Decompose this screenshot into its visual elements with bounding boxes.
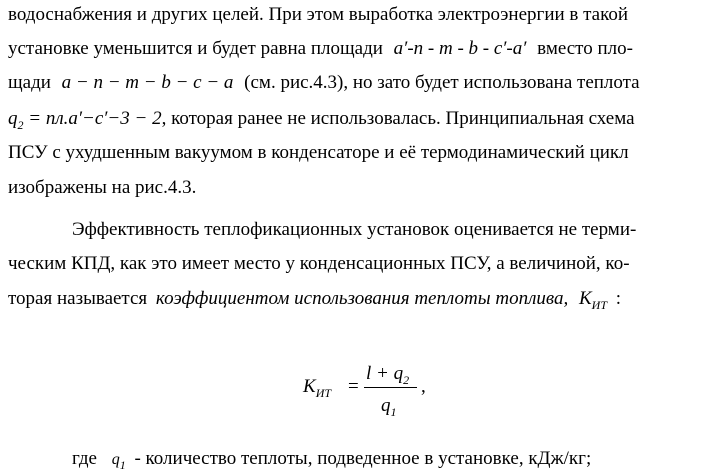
text-line-5-content: ПСУ с ухудшенным вакуумом в конденсаторе и её термодинамический цикл (8, 142, 629, 163)
q2-letter: q (8, 108, 18, 129)
text-line-4-part-b: , которая ранее не использовалась. Принципиальная схема (161, 108, 635, 129)
formula-numerator-subscript: 2 (403, 373, 410, 387)
kit-letter: K (578, 288, 592, 309)
text-line-9-part-a: торая называется (8, 288, 148, 309)
formula-fraction-bar (364, 387, 417, 388)
text-line-1 (8, 3, 628, 27)
text-line-2 (8, 37, 633, 61)
formula-equals: = (348, 376, 359, 397)
formula-k-letter: K (303, 376, 316, 397)
text-line-10-part-b: - количество теплоты, подведенное в установке, кДж/кг; (134, 448, 592, 469)
text-line-5 (8, 141, 629, 165)
text-line-9 (8, 287, 621, 312)
formula-denominator (381, 394, 397, 419)
text-line-7-content: Эффективность теплофикационных установок оценивается не терми- (72, 219, 637, 240)
text-line-8 (8, 252, 630, 276)
formula-k-subscript: ИТ (315, 386, 332, 400)
formula-lhs (303, 375, 331, 400)
text-line-2-part-a: установке уменьшится и будет равна площади (8, 38, 383, 59)
text-line-2-part-b: вместо пло- (537, 38, 633, 59)
text-line-9-colon: : (615, 288, 622, 309)
kit-symbol (578, 288, 608, 312)
area-symbol-1: a′-n - m - b - c′-a′ (393, 38, 527, 59)
text-line-10 (72, 447, 591, 472)
area-symbol-2: a − n − m − b − c − a (61, 72, 234, 93)
formula-comma: , (421, 376, 426, 397)
text-line-1-content: водоснабжения и других целей. При этом выработка электроэнергии в такой (8, 4, 629, 25)
term-fuel-heat-utilization: коэффициентом использования теплоты топлива, (155, 288, 569, 309)
text-line-3-part-a: щади (8, 72, 51, 93)
q1-letter: q (111, 451, 120, 468)
kit-subscript: ИТ (591, 298, 608, 312)
formula-numerator (366, 362, 409, 387)
heat-symbol-q2 (8, 108, 162, 132)
q1-symbol (111, 451, 126, 472)
q2-subscript: 2 (17, 118, 24, 132)
text-line-10-part-a: где (72, 448, 97, 469)
q1-subscript: 1 (119, 458, 126, 472)
text-line-6-content: изображены на рис.4.3. (8, 177, 197, 198)
text-line-8-content: ческим КПД, как это имеет место у конденсационных ПСУ, а величиной, ко- (8, 253, 630, 274)
text-line-4 (8, 107, 635, 132)
q2-expression: = пл.a′−c′−3 − 2 (23, 108, 162, 129)
text-line-3 (8, 71, 640, 95)
formula-denominator-subscript: 1 (390, 405, 397, 419)
text-line-3-part-b: (см. рис.4.3), но зато будет использована теплота (244, 72, 640, 93)
text-line-7 (72, 218, 636, 242)
text-line-6 (8, 176, 196, 200)
formula-numerator-text: l + q (366, 363, 404, 384)
formula-denominator-text: q (381, 395, 391, 416)
